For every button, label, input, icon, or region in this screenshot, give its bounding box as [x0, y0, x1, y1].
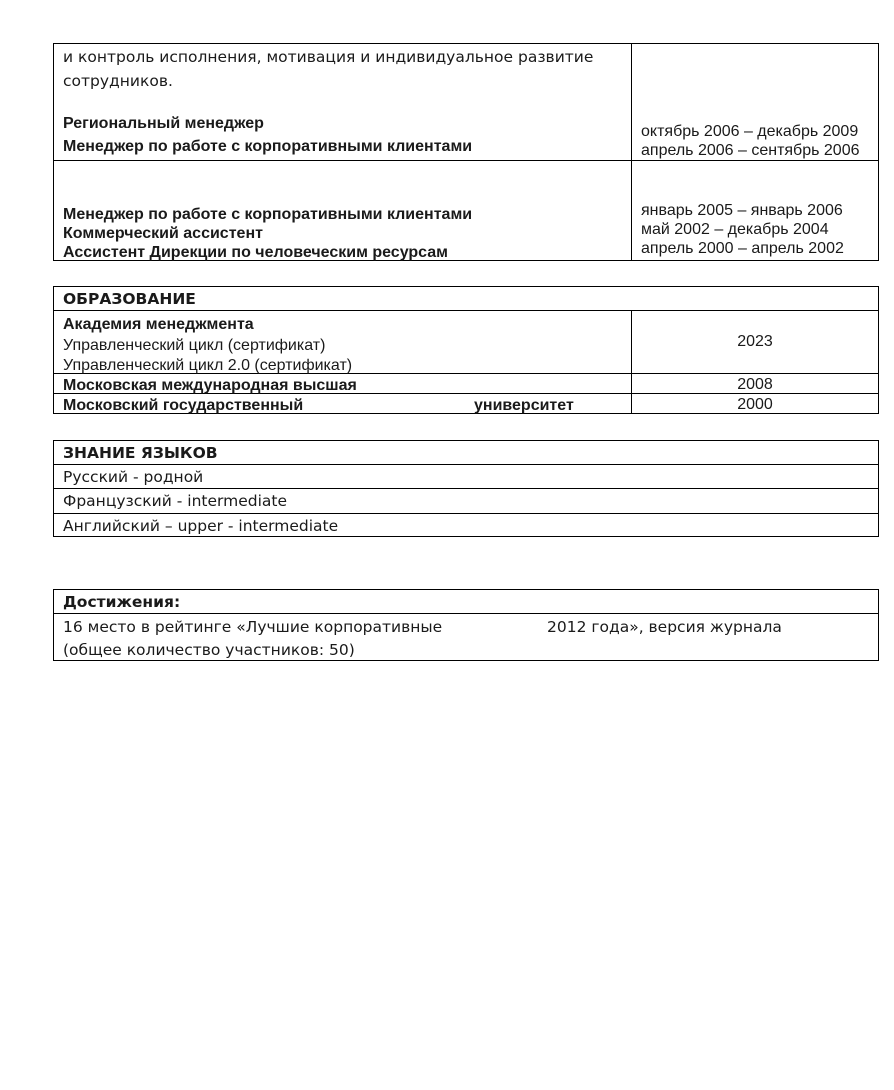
experience-description-line: сотрудников.	[63, 72, 173, 90]
position-title: Менеджер по работе с корпоративными клиентами	[63, 206, 473, 223]
achievements-header: Достижения:	[63, 593, 181, 611]
achievements-table	[53, 589, 879, 661]
language-item: Русский - родной	[63, 468, 204, 486]
education-header: ОБРАЗОВАНИЕ	[63, 290, 196, 308]
education-year-cell	[632, 374, 878, 393]
experience-description-line: и контроль исполнения, мотивация и индивидуальное развитие	[63, 48, 594, 66]
education-institution: Московский государственный	[63, 397, 304, 414]
column-divider	[631, 44, 632, 260]
languages-table	[53, 440, 879, 537]
education-year-cell	[632, 394, 878, 413]
language-item: Английский – upper - intermediate	[63, 517, 339, 535]
position-title: Ассистент Дирекции по человеческим ресурсам	[63, 244, 448, 261]
education-year: 2000	[737, 396, 773, 413]
language-item: Французский - intermediate	[63, 492, 287, 510]
position-dates: октябрь 2006 – декабрь 2009	[641, 123, 859, 140]
education-institution-tail: университет	[474, 397, 574, 414]
experience-table	[53, 43, 879, 261]
education-table	[53, 286, 879, 414]
row-divider	[54, 488, 878, 489]
education-institution: Академия менеджмента	[63, 316, 254, 333]
row-divider	[54, 513, 878, 514]
education-year: 2008	[737, 376, 773, 393]
position-title: Региональный менеджер	[63, 115, 264, 132]
education-institution: Московская международная высшая	[63, 377, 357, 394]
position-dates: май 2002 – декабрь 2004	[641, 221, 829, 238]
row-divider	[54, 464, 878, 465]
position-title: Коммерческий ассистент	[63, 225, 263, 242]
education-year: 2023	[737, 333, 773, 350]
row-divider	[54, 160, 878, 161]
position-dates: январь 2005 – январь 2006	[641, 202, 843, 219]
education-detail: Управленческий цикл 2.0 (сертификат)	[63, 357, 353, 374]
achievement-text: 16 место в рейтинге «Лучшие корпоративные	[63, 618, 443, 636]
education-year-cell	[632, 311, 878, 373]
achievement-text: 2012 года», версия журнала	[547, 618, 782, 636]
position-dates: апрель 2000 – апрель 2002	[641, 240, 844, 257]
position-title: Менеджер по работе с корпоративными клиентами	[63, 138, 473, 155]
row-divider	[54, 613, 878, 614]
achievement-text: (общее количество участников: 50)	[63, 641, 355, 659]
position-dates: апрель 2006 – сентябрь 2006	[641, 142, 860, 159]
languages-header: ЗНАНИЕ ЯЗЫКОВ	[63, 444, 218, 462]
education-detail: Управленческий цикл (сертификат)	[63, 337, 326, 354]
